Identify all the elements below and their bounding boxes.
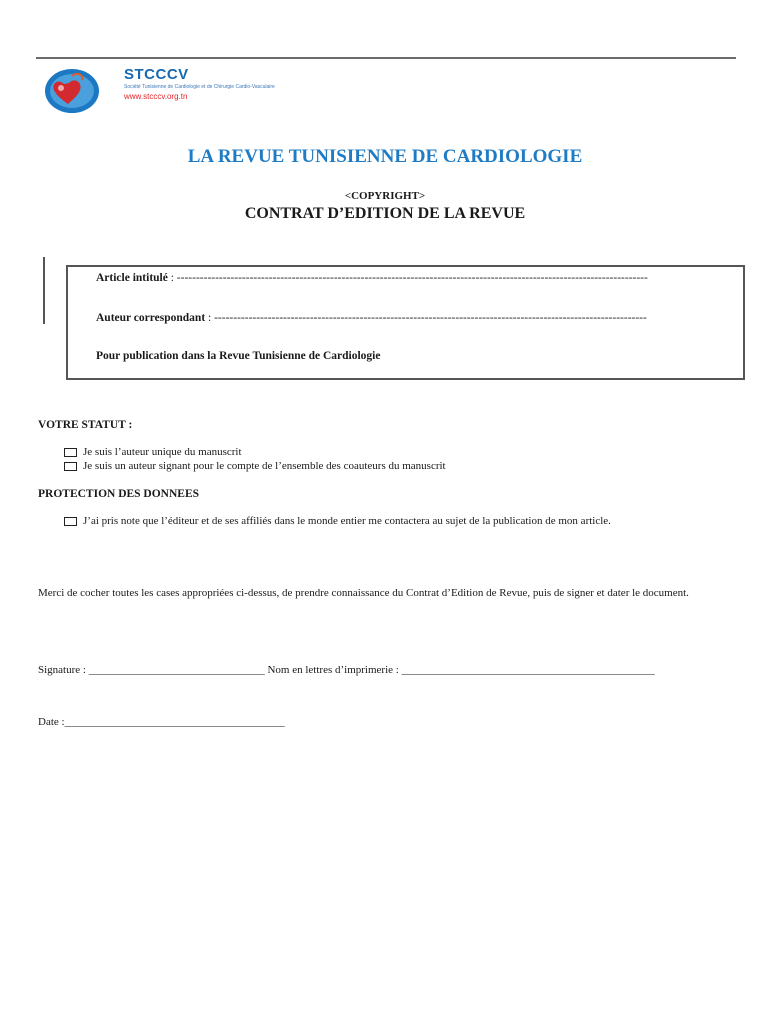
signature-line xyxy=(38,664,655,676)
status-option-sole-author[interactable] xyxy=(64,446,242,458)
date-field[interactable]: ________________________________________ xyxy=(64,716,285,728)
printed-name-label: Nom en lettres d’imprimerie : xyxy=(264,664,402,676)
stcccv-logo-heart-icon xyxy=(42,66,102,116)
signature-label: Signature : xyxy=(38,664,89,676)
status-heading: VOTRE STATUT : xyxy=(38,419,133,431)
status-option-label: Je suis un auteur signant pour le compte de l’ensemble des coauteurs du manuscrit xyxy=(83,460,446,472)
checkbox[interactable] xyxy=(64,448,77,457)
article-title-line[interactable] xyxy=(96,272,648,284)
status-option-label: Je suis l’auteur unique du manuscrit xyxy=(83,446,242,458)
data-protection-label: J’ai pris note que l’éditeur et de ses affiliés dans le monde entier me contactera au sujet de la publication de mon article. xyxy=(83,515,611,527)
corresponding-author-field[interactable]: : ----------------------------------------------------------------------------------------------------------------- xyxy=(205,312,647,324)
top-rule xyxy=(36,57,736,59)
signature-field[interactable]: ________________________________ xyxy=(88,664,265,676)
article-title-field[interactable]: : --------------------------------------------------------------------------------------------------------------------------- xyxy=(167,272,648,284)
article-title-label: Article intitulé xyxy=(96,272,168,284)
publication-statement: Pour publication dans la Revue Tunisienne de Cardiologie xyxy=(96,350,381,362)
logo-text-block xyxy=(124,66,275,101)
org-tagline: Société Tunisienne de Cardiologie et de Chirurgie Cardio-Vasculaire xyxy=(124,84,275,90)
corresponding-author-label: Auteur correspondant xyxy=(96,312,206,324)
date-label: Date : xyxy=(38,716,65,728)
contract-title: CONTRAT D’EDITION DE LA REVUE xyxy=(244,205,526,222)
side-margin-bar xyxy=(43,257,45,324)
corresponding-author-line[interactable] xyxy=(96,312,647,324)
org-name: STCCCV xyxy=(124,66,189,83)
org-url[interactable]: www.stcccv.org.tn xyxy=(124,92,188,101)
printed-name-field[interactable]: ______________________________________________ xyxy=(401,664,655,676)
status-option-corresponding-author[interactable] xyxy=(64,460,446,472)
copyright-tag: <COPYRIGHT> xyxy=(344,190,426,202)
date-line xyxy=(38,716,285,728)
article-info-box xyxy=(66,265,745,380)
checkbox[interactable] xyxy=(64,517,77,526)
data-protection-heading: PROTECTION DES DONNEES xyxy=(38,488,200,500)
checkbox[interactable] xyxy=(64,462,77,471)
journal-title: LA REVUE TUNISIENNE DE CARDIOLOGIE xyxy=(187,146,583,167)
data-protection-option[interactable] xyxy=(64,515,611,527)
instructions-text: Merci de cocher toutes les cases appropriées ci-dessus, de prendre connaissance du Contrat d’Edition de Revue, puis de signer et dater le document. xyxy=(38,587,689,599)
